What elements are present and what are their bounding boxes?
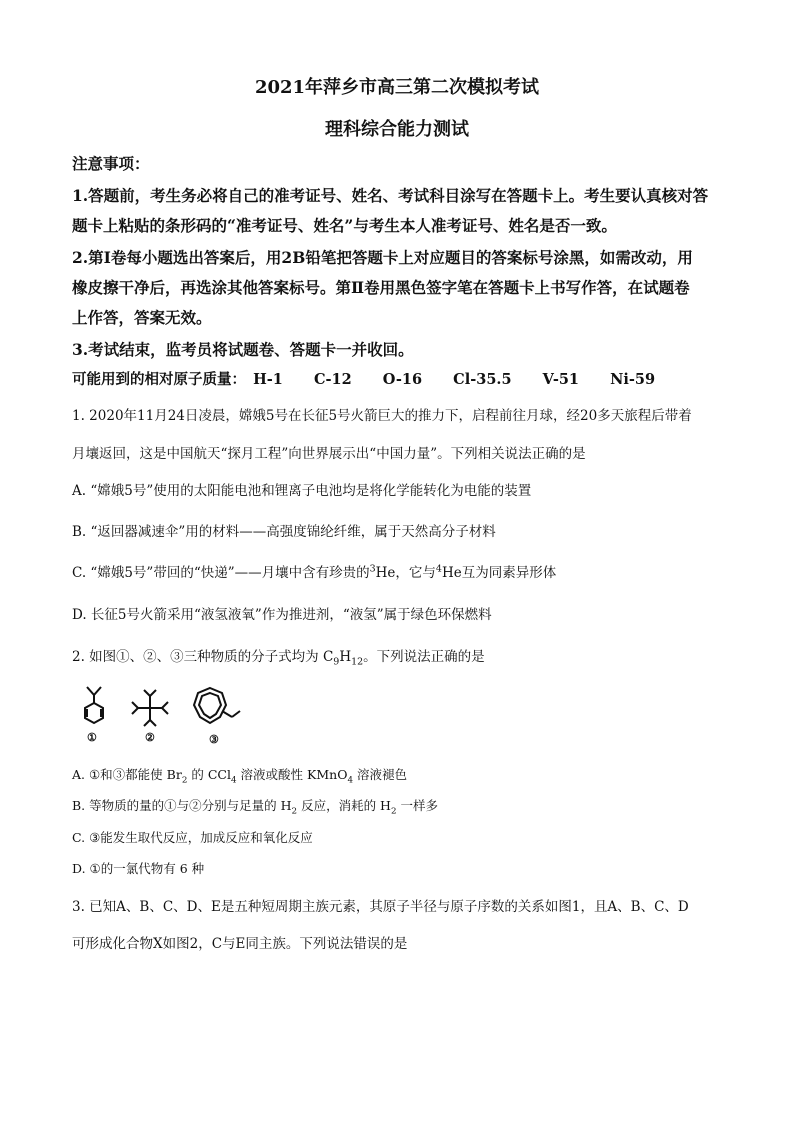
note-2-line-3: 上作答，答案无效。: [72, 308, 212, 327]
q1-c-text: C. “嫦娥5号”带回的“快递”——月壤中含有珍贵的: [72, 565, 370, 581]
q3-stem-line-2: 可形成化合物X如图2，C与E同主族。下列说法错误的是: [72, 936, 408, 952]
molecule-3-label: ③: [209, 733, 219, 746]
q2-a-sub: 4: [230, 775, 237, 786]
q2-option-b: [72, 796, 438, 817]
q2-stem: [72, 645, 485, 668]
molecule-2-structure: [128, 686, 174, 730]
note-2-line-1: 2.第Ⅰ卷每小题选出答案后，用2B铅笔把答题卡上对应题目的答案标号涂黑，如需改动，用: [72, 248, 693, 267]
q2-a-text: 的 CCl: [187, 767, 231, 782]
note-2-line-2: 橡皮擦干净后，再选涂其他答案标号。第Ⅱ卷用黑色签字笔在答题卡上书写作答，在试题卷: [72, 278, 690, 297]
q1-c-sup: 3: [369, 563, 376, 575]
q2-a-text: 溶液褪色: [353, 767, 408, 782]
note-1-line-1: 1.答题前，考生务必将自己的准考证号、姓名、考试科目涂写在答题卡上。考生要认真核对答: [72, 186, 709, 205]
q2-a-sub: 2: [181, 775, 188, 786]
q2-b-sub: 2: [291, 806, 298, 817]
q2-option-a: [72, 765, 407, 786]
atomic-mass-item: O-16: [382, 371, 423, 388]
q2-stem-sub: 12: [351, 656, 364, 668]
notes-heading: 注意事项：: [72, 154, 150, 173]
q1-stem-line-2: 月壤返回，这是中国航天“探月工程”向世界展示出“中国力量”。下列相关说法正确的是: [72, 446, 586, 462]
q1-c-text: He互为同素异形体: [441, 565, 557, 581]
q1-option-a: A. “嫦娥5号”使用的太阳能电池和锂离子电池均是将化学能转化为电能的装置: [72, 483, 532, 499]
q1-option-d: D. 长征5号火箭采用“液氢液氧”作为推进剂，“液氢”属于绿色环保燃料: [72, 607, 492, 623]
q1-stem-line-1: 1. 2020年11月24日凌晨，嫦娥5号在长征5号火箭巨大的推力下，启程前往月球，经20多天旅程后带着: [72, 408, 692, 424]
q2-b-text: 反应，消耗的 H: [297, 798, 391, 813]
q2-stem-text: H: [339, 649, 352, 665]
molecule-2-label: ②: [145, 731, 155, 744]
molecule-1-label: ①: [87, 731, 97, 744]
q2-b-text: B. 等物质的量的①与②分别与足量的 H: [72, 798, 292, 813]
q2-a-text: 溶液或酸性 KMnO: [236, 767, 348, 782]
molecule-1-structure: [76, 683, 116, 733]
q2-b-sub: 2: [390, 806, 397, 817]
q2-a-text: A. ①和③都能使 Br: [72, 767, 182, 782]
atomic-mass-item: Cl-35.5: [453, 371, 512, 388]
q1-option-b: B. “返回器减速伞”用的材料——高强度锦纶纤维，属于天然高分子材料: [72, 524, 496, 540]
q2-option-d: D. ①的一氯代物有 6 种: [72, 861, 205, 876]
q1-c-text: He，它与: [375, 565, 436, 581]
q2-stem-text: 。下列说法正确的是: [363, 649, 485, 665]
note-3: 3.考试结束，监考员将试题卷、答题卡一并收回。: [72, 340, 414, 359]
note-1-line-2: 题卡上粘贴的条形码的“准考证号、姓名”与考生本人准考证号、姓名是否一致。: [72, 216, 617, 235]
q2-a-sub: 4: [347, 775, 354, 786]
q2-stem-text: 2. 如图①、②、③三种物质的分子式均为 C: [72, 649, 334, 665]
molecule-3-structure: [190, 683, 246, 731]
atomic-mass-item: V-51: [542, 371, 580, 388]
q2-b-text: 一样多: [396, 798, 439, 813]
exam-title: 2021年萍乡市高三第二次模拟考试: [254, 77, 540, 98]
atomic-mass-item: Ni-59: [610, 371, 656, 388]
exam-subtitle: 理科综合能力测试: [325, 119, 469, 140]
q2-option-c: C. ③能发生取代反应，加成反应和氧化反应: [72, 830, 313, 845]
atomic-masses-row: [72, 368, 655, 389]
atomic-masses-label: 可能用到的相对原子质量：: [72, 371, 246, 388]
q3-stem-line-1: 3. 已知A、B、C、D、E是五种短周期主族元素，其原子半径与原子序数的关系如图1，且A、B、C、D: [72, 899, 689, 915]
atomic-mass-item: H-1: [253, 371, 283, 388]
q1-option-c: [72, 561, 556, 581]
q2-stem-sub: 9: [333, 656, 340, 668]
q1-c-sup: 4: [435, 563, 442, 575]
atomic-mass-item: C-12: [313, 371, 352, 388]
